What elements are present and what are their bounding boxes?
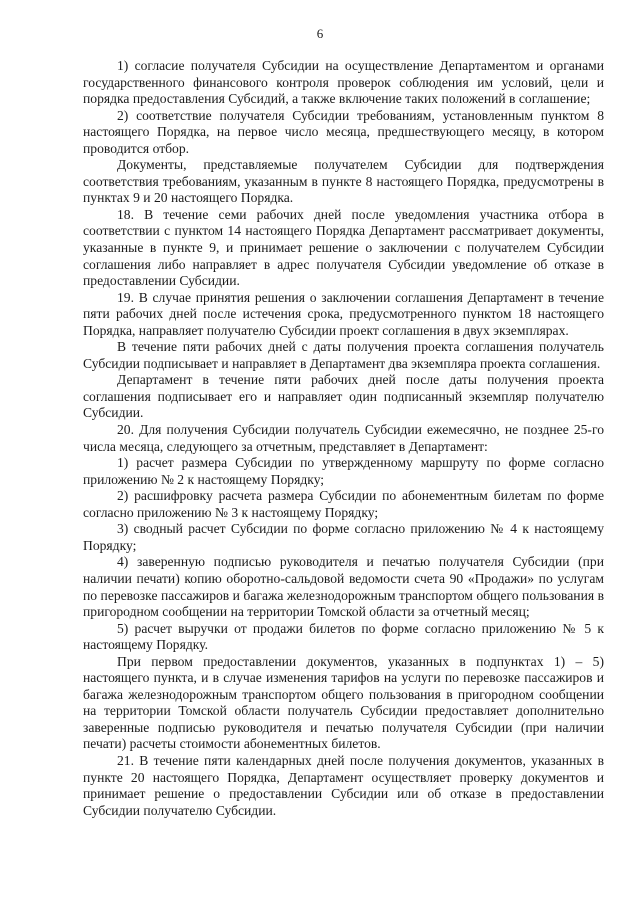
paragraph-department-signs: Департамент в течение пяти рабочих дней после даты получения проекта соглашения подписывает его и направляет один подписанный экземпляр получателю Субсидии. bbox=[83, 372, 604, 421]
list-item-2: 2) расшифровку расчета размера Субсидии по абонементным билетам по форме согласно приложению № 3 к настоящему Порядку; bbox=[83, 488, 604, 520]
list-item-4: 4) заверенную подписью руководителя и печатью получателя Субсидии (при наличии печати) копию оборотно-сальдовой ведомости счета 90 «Продажи» по услугам по перевозке пассажиров и багажа железнодорожным транспортом общего пользования в пригородном сообщении на территории Томской области за отчетный месяц; bbox=[83, 554, 604, 620]
paragraph-first-submission: При первом предоставлении документов, указанных в подпунктах 1) – 5) настоящего пункта, и в случае изменения тарифов на услуги по перевозке пассажиров и багажа железнодорожным транспортом общего пользования в пригородном сообщении на территории Томской области получатель Субсидии предоставляет дополнительно заверенные подписью руководителя и печатью получателя Субсидии (при наличии печати) расчеты стоимости абонементных билетов. bbox=[83, 653, 604, 752]
paragraph-clause-20: 20. Для получения Субсидии получатель Субсидии ежемесячно, не позднее 25-го числа месяца, следующего за отчетным, представляет в Департамент: bbox=[83, 422, 604, 454]
paragraph-consent: 1) согласие получателя Субсидии на осуществление Департаментом и органами государственного финансового контроля проверок соблюдения им условий, цели и порядка предоставления Субсидий, а также включение таких положений в соглашение; bbox=[83, 58, 604, 107]
list-item-1: 1) расчет размера Субсидии по утвержденному маршруту по форме согласно приложению № 2 к настоящему Порядку; bbox=[83, 455, 604, 487]
paragraph-clause-21: 21. В течение пяти календарных дней после получения документов, указанных в пункте 20 настоящего Порядка, Департамент осуществляет проверку документов и принимает решение о предоставлении Субсидии или об отказе в предоставлении Субсидии получателю Субсидии. bbox=[83, 752, 604, 818]
page-number: 6 bbox=[316, 26, 324, 41]
list-item-3: 3) сводный расчет Субсидии по форме согласно приложению № 4 к настоящему Порядку; bbox=[83, 521, 604, 553]
list-item-5: 5) расчет выручки от продажи билетов по форме согласно приложению № 5 к настоящему Порядку. bbox=[83, 620, 604, 653]
paragraph-clause-19: 19. В случае принятия решения о заключении соглашения Департамент в течение пяти рабочих дней после истечения срока, предусмотренного пунктом 18 настоящего Порядка, направляет получателю Субсидии проект соглашения в двух экземплярах. bbox=[83, 289, 604, 338]
paragraph-recipient-signs: В течение пяти рабочих дней с даты получения проекта соглашения получатель Субсидии подписывает и направляет в Департамент два экземпляра проекта соглашения. bbox=[83, 339, 604, 371]
paragraph-clause-18: 18. В течение семи рабочих дней после уведомления участника отбора в соответствии с пунктом 14 настоящего Порядка Департамент рассматривает документы, указанные в пункте 9, и принимает решение о заключении с получателем Субсидии соглашения либо направляет в адрес получателя Субсидии уведомление об отказе в предоставлении Субсидии. bbox=[83, 206, 604, 289]
paragraph-requirements: 2) соответствие получателя Субсидии требованиям, установленным пунктом 8 настоящего Порядка, на первое число месяца, предшествующего месяцу, в котором проводится отбор. bbox=[83, 107, 604, 156]
paragraph-documents: Документы, представляемые получателем Субсидии для подтверждения соответствия требованиям, указанным в пункте 8 настоящего Порядка, предусмотрены в пунктах 9 и 20 настоящего Порядка. bbox=[83, 157, 604, 206]
document-body bbox=[83, 58, 604, 819]
